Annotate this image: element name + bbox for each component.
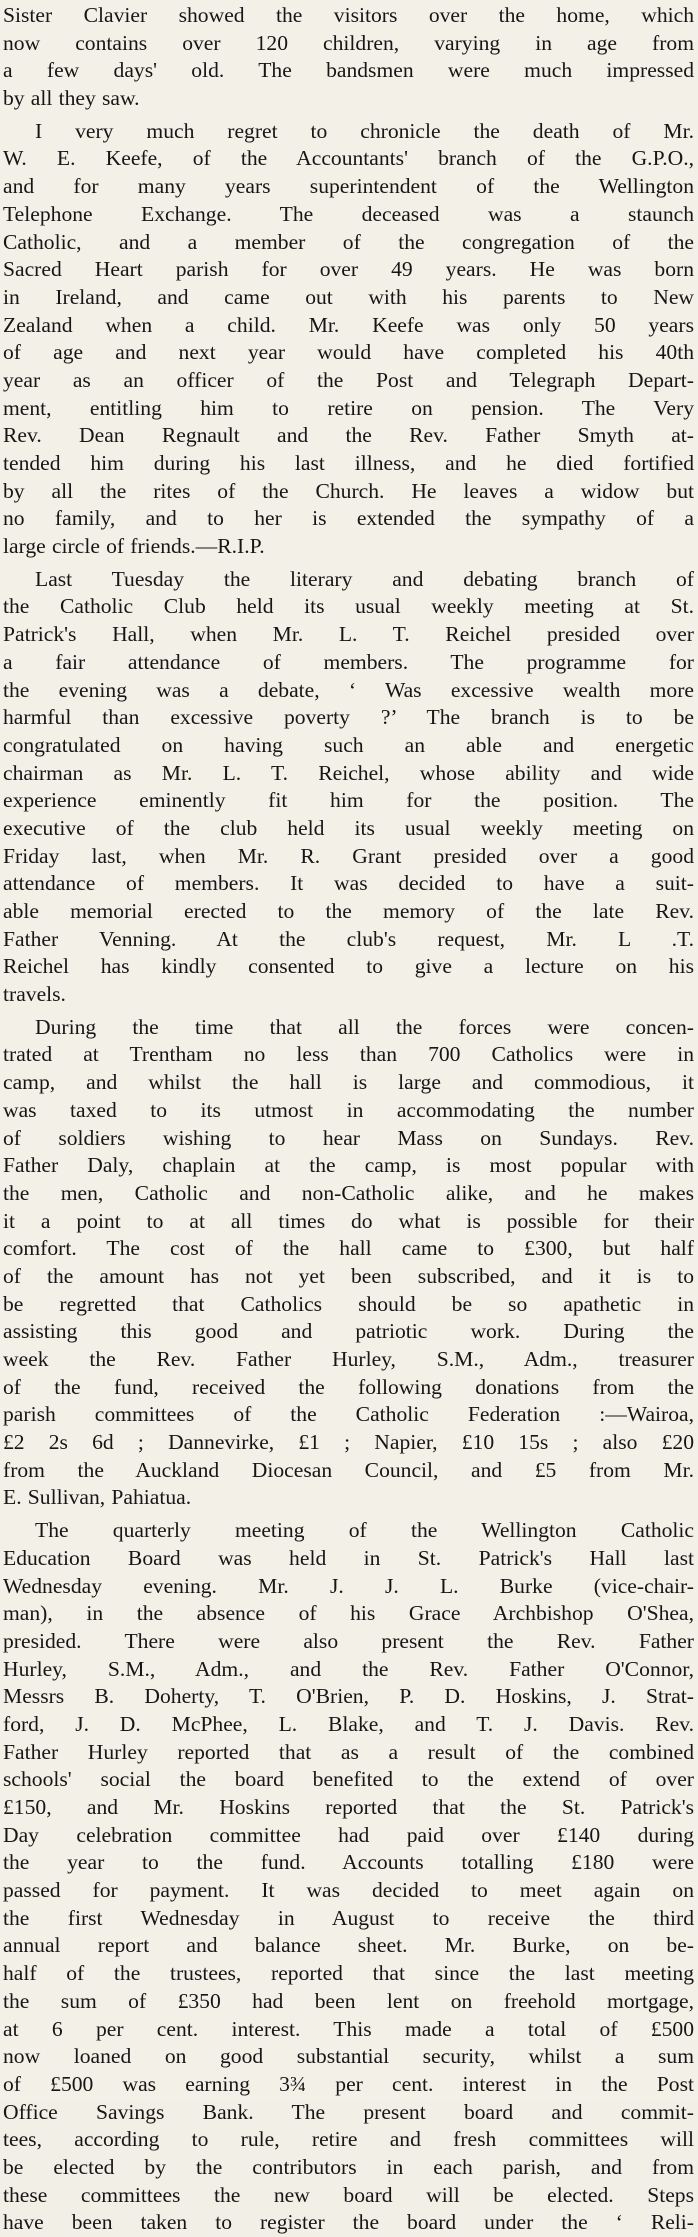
- text-line: Catholic, and a member of the congregation of the: [3, 229, 694, 254]
- text-line: now loaned on good substantial security, whilst a sum: [3, 2044, 694, 2069]
- text-line: annual report and balance sheet. Mr. Burke, on be-: [3, 1933, 694, 1958]
- text-line: of age and next year would have completed his 40th: [3, 340, 694, 365]
- text-line: no family, and to her is extended the sympathy of a: [3, 506, 694, 531]
- text-line: Hurley, S.M., Adm., and the Rev. Father O'Connor,: [3, 1656, 694, 1681]
- paragraph-catholic-club: [3, 566, 694, 1009]
- text-line: £150, and Mr. Hoskins reported that the St. Patrick's: [3, 1795, 694, 1819]
- text-line: The quarterly meeting of the Wellington Catholic: [35, 1518, 694, 1543]
- text-line: Education Board was held in St. Patrick's Hall last: [3, 1545, 694, 1570]
- text-line: Last Tuesday the literary and debating branch of: [35, 566, 694, 591]
- text-line: Messrs B. Doherty, T. O'Brien, P. D. Hoskins, J. Strat-: [3, 1684, 694, 1709]
- text-line: able memorial erected to the memory of the late Rev.: [3, 899, 694, 923]
- text-line: be regretted that Catholics should be so apathetic in: [3, 1291, 694, 1316]
- text-line: large circle of friends.—R.I.P.: [3, 534, 265, 559]
- text-line: these committees the new board will be elected. Steps: [3, 2182, 694, 2207]
- text-line: half of the trustees, reported that since the last meeting: [3, 1961, 694, 1986]
- text-line: the sum of £350 had been lent on freehold mortgage,: [3, 1988, 694, 2013]
- text-line: travels.: [3, 982, 66, 1007]
- text-line: year as an officer of the Post and Telegraph Depart-: [3, 367, 694, 392]
- text-line: I very much regret to chronicle the death of Mr.: [35, 118, 694, 143]
- paragraph-trentham-camp: [3, 1014, 694, 1512]
- text-line: During the time that all the forces were concen-: [35, 1014, 694, 1039]
- text-line: Day celebration committee had paid over £140 during: [3, 1822, 694, 1847]
- text-line: the men, Catholic and non-Catholic alike, and he makes: [3, 1180, 694, 1205]
- text-line: tended him during his last illness, and he died fortified: [3, 451, 694, 475]
- text-line: tees, according to rule, retire and fresh committees will: [3, 2127, 694, 2152]
- paragraph-education-board: [3, 1517, 694, 2237]
- text-line: of £500 was earning 3¾ per cent. interest in the Post: [3, 2071, 694, 2096]
- text-line: week the Rev. Father Hurley, S.M., Adm., treasurer: [3, 1347, 694, 1371]
- text-line: harmful than excessive poverty ?’ The branch is to be: [3, 705, 694, 730]
- text-line: of the fund, received the following donations from the: [3, 1374, 694, 1399]
- text-line: have been taken to register the board under the ‘ Reli-: [3, 2210, 694, 2235]
- text-line: E. Sullivan, Pahiatua.: [3, 1485, 192, 1510]
- text-line: ford, J. D. McPhee, L. Blake, and T. J. Davis. Rev.: [3, 1711, 694, 1736]
- text-line: Father Venning. At the club's request, Mr. L .T.: [3, 926, 694, 951]
- text-line: the evening was a debate, ‘ Was excessive wealth more: [3, 677, 694, 702]
- text-line: W. E. Keefe, of the Accountants' branch of the G.P.O.,: [3, 146, 694, 171]
- text-line: of the amount has not yet been subscribed, and it is to: [3, 1263, 694, 1288]
- text-line: trated at Trentham no less than 700 Catholics were in: [3, 1042, 694, 1067]
- text-line: was taxed to its utmost in accommodating the number: [3, 1097, 694, 1122]
- text-line: of soldiers wishing to hear Mass on Sundays. Rev.: [3, 1125, 694, 1150]
- text-line: a few days' old. The bandsmen were much impressed: [3, 58, 694, 83]
- text-line: now contains over 120 children, varying in age from: [3, 30, 694, 55]
- text-line: attendance of members. It was decided to have a suit-: [3, 871, 694, 896]
- text-line: it a point to at all times do what is possible for their: [3, 1208, 694, 1233]
- text-line: the year to the fund. Accounts totalling £180 were: [3, 1850, 694, 1875]
- text-line: schools' social the board benefited to the extend of over: [3, 1767, 694, 1792]
- article-column: [3, 2, 694, 2237]
- text-line: presided. There were also present the Rev. Father: [3, 1628, 694, 1653]
- paragraph-obituary-keefe: [3, 118, 694, 561]
- text-line: Telephone Exchange. The deceased was a staunch: [3, 201, 694, 226]
- text-line: in Ireland, and came out with his parents to New: [3, 284, 694, 309]
- text-line: Reichel has kindly consented to give a lecture on his: [3, 954, 694, 979]
- text-line: and for many years superintendent of the Wellington: [3, 174, 694, 199]
- text-line: at 6 per cent. interest. This made a total of £500: [3, 2016, 694, 2041]
- text-line: parish committees of the Catholic Federation :—Wairoa,: [3, 1402, 694, 1427]
- text-line: by all they saw.: [3, 86, 140, 111]
- text-line: executive of the club held its usual weekly meeting on: [3, 815, 694, 840]
- text-line: be elected by the contributors in each parish, and from: [3, 2154, 694, 2179]
- text-line: by all the rites of the Church. He leaves a widow but: [3, 478, 694, 503]
- text-line: Patrick's Hall, when Mr. L. T. Reichel presided over: [3, 622, 694, 647]
- text-line: experience eminently fit him for the position. The: [3, 788, 694, 813]
- text-line: Sister Clavier showed the visitors over the home, which: [3, 3, 694, 27]
- text-line: Friday last, when Mr. R. Grant presided over a good: [3, 843, 694, 868]
- text-line: congratulated on having such an able and energetic: [3, 732, 694, 757]
- text-line: a fair attendance of members. The programme for: [3, 649, 694, 674]
- text-line: the first Wednesday in August to receive the third: [3, 1905, 694, 1930]
- text-line: passed for payment. It was decided to meet again on: [3, 1878, 694, 1903]
- text-line: man), in the absence of his Grace Archbishop O'Shea,: [3, 1601, 694, 1626]
- text-line: the Catholic Club held its usual weekly meeting at St.: [3, 594, 694, 619]
- text-line: ment, entitling him to retire on pension. The Very: [3, 395, 694, 420]
- text-line: Father Daly, chaplain at the camp, is most popular with: [3, 1153, 694, 1178]
- text-line: camp, and whilst the hall is large and commodious, it: [3, 1070, 694, 1095]
- text-line: from the Auckland Diocesan Council, and £5 from Mr.: [3, 1457, 694, 1482]
- paragraph-orphanage-visit: [3, 2, 694, 113]
- text-line: Rev. Dean Regnault and the Rev. Father Smyth at-: [3, 423, 694, 448]
- text-line: Sacred Heart parish for over 49 years. He was born: [3, 257, 694, 282]
- text-line: Father Hurley reported that as a result of the combined: [3, 1739, 694, 1764]
- text-line: Wednesday evening. Mr. J. J. L. Burke (vice-chair-: [3, 1573, 694, 1598]
- text-line: Zealand when a child. Mr. Keefe was only 50 years: [3, 312, 694, 337]
- text-line: Office Savings Bank. The present board and commit-: [3, 2099, 694, 2124]
- text-line: assisting this good and patriotic work. During the: [3, 1319, 694, 1344]
- text-line: chairman as Mr. L. T. Reichel, whose ability and wide: [3, 760, 694, 785]
- text-line: £2 2s 6d ; Dannevirke, £1 ; Napier, £10 15s ; also £20: [3, 1430, 694, 1455]
- text-line: comfort. The cost of the hall came to £300, but half: [3, 1236, 694, 1261]
